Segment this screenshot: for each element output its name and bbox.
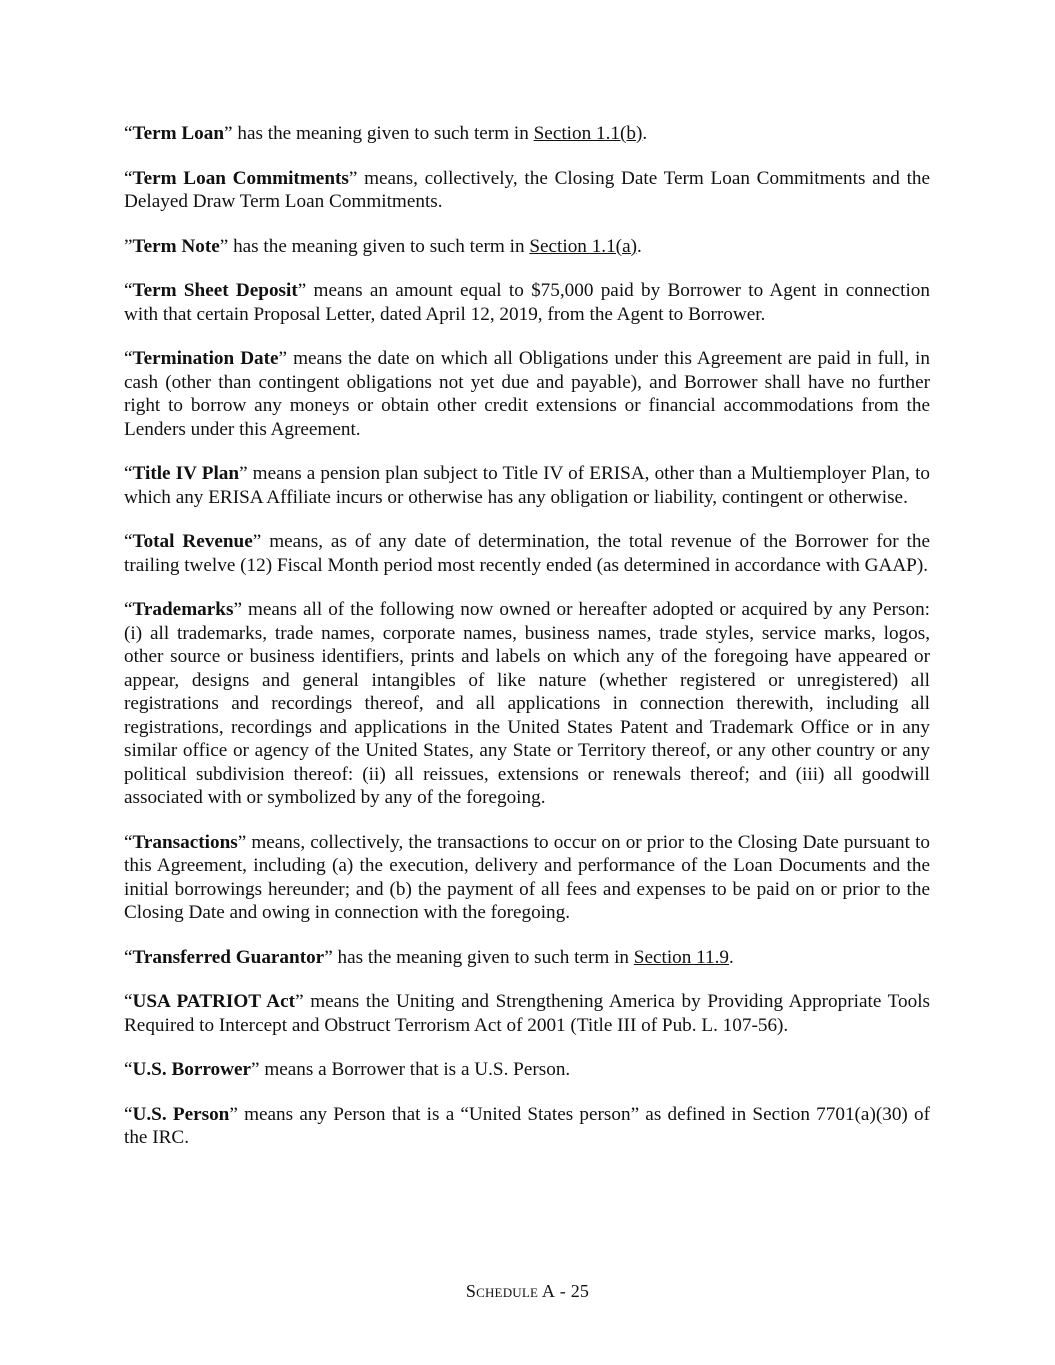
- definition-text: ” means the date on which all Obligations under this Agreement are paid in full, in cash (other than contingent obligations not yet due and payable), and Borrower shall have no further right to borrow any moneys or obtain other credit extensions or financial accommodations from the Lenders under this Agreement.: [124, 348, 930, 440]
- document-body: [124, 122, 930, 1171]
- page-footer: [0, 1281, 1055, 1302]
- definition-transactions: [124, 831, 930, 925]
- definition-text: ” means a Borrower that is a U.S. Person.: [251, 1059, 571, 1080]
- open-quote: “: [124, 946, 133, 968]
- definition-text: ” means the Uniting and Strengthening America by Providing Appropriate Tools Required to Intercept and Obstruct Terrorism Act of 2001 (Title III of Pub. L. 107-56).: [124, 991, 930, 1036]
- definition-tail: .: [729, 946, 734, 968]
- definition-text: ” means, collectively, the transactions to occur on or prior to the Closing Date pursuant to this Agreement, including (a) the execution, delivery and performance of the Loan Documents and the initial borrowings hereunder; and (b) the payment of all fees and expenses to be paid on or prior to the Closing Date and owing in connection with the foregoing.: [124, 831, 930, 923]
- defined-term: USA PATRIOT Act: [132, 991, 296, 1012]
- definition-trademarks: [124, 598, 930, 810]
- definition-title-iv-plan: [124, 462, 930, 509]
- open-quote: “: [124, 531, 133, 552]
- definition-text: ” means an amount equal to $75,000 paid by Borrower to Agent in connection with that certain Proposal Letter, dated April 12, 2019, from the Agent to Borrower.: [124, 280, 930, 325]
- definition-text: ” has the meaning given to such term in: [224, 123, 534, 144]
- open-quote: “: [124, 280, 133, 301]
- defined-term: U.S. Person: [132, 1103, 230, 1125]
- definition-text: ” has the meaning given to such term in: [324, 946, 634, 968]
- defined-term: Transactions: [132, 831, 238, 853]
- definition-term-loan: [124, 122, 930, 146]
- definition-text: ” has the meaning given to such term in: [219, 235, 530, 257]
- definition-termination-date: [124, 347, 930, 441]
- definition-usa-patriot-act: [124, 990, 930, 1037]
- definition-text: ” means, as of any date of determination, the total revenue of the Borrower for the trailing twelve (12) Fiscal Month period most recently ended (as determined in accordance with GAAP).: [124, 531, 930, 576]
- open-quote: “: [124, 463, 133, 484]
- open-quote: “: [124, 599, 133, 620]
- open-quote: “: [124, 167, 133, 189]
- open-quote: “: [124, 348, 133, 369]
- defined-term: Total Revenue: [132, 531, 253, 552]
- defined-term: Trademarks: [132, 599, 234, 620]
- definition-us-borrower: [124, 1058, 930, 1082]
- definition-term-sheet-deposit: [124, 279, 930, 326]
- defined-term: Term Loan Commitments: [132, 167, 349, 189]
- definition-total-revenue: [124, 530, 930, 577]
- defined-term: U.S. Borrower: [132, 1059, 252, 1080]
- definition-tail: .: [636, 235, 642, 257]
- definition-tail: .: [642, 123, 648, 144]
- definition-text: ” means, collectively, the Closing Date Term Loan Commitments and the Delayed Draw Term Loan Commitments.: [124, 167, 931, 212]
- open-quote: “: [124, 123, 133, 144]
- footer-separator: -: [555, 1281, 571, 1301]
- definition-transferred-guarantor: [124, 946, 930, 970]
- definition-us-person: [124, 1103, 930, 1150]
- open-quote: ”: [124, 235, 133, 257]
- open-quote: “: [124, 1103, 133, 1125]
- definition-text: ” means all of the following now owned or hereafter adopted or acquired by any Person: (i) all trademarks, trade names, corporate names, business names, trade styles, service marks, logos, other source or business identifiers, prints and labels on which any of the foregoing have appeared or appear, designs and general intangibles of like nature (whether registered or unregistered) all registrations and recordings thereof, and all applications in connection therewith, including all registrations, recordings and applications in the United States Patent and Trademark Office or in any similar office or agency of the United States, any State or Territory thereof, or any other country or any political subdivision thereof: (ii) all reissues, extensions or renewals thereof; and (iii) all goodwill associated with or symbolized by any of the foregoing.: [124, 599, 930, 808]
- defined-term: Term Note: [132, 235, 220, 257]
- defined-term: Termination Date: [132, 348, 279, 369]
- section-reference: Section 11.9: [633, 946, 730, 968]
- footer-label: Schedule A: [465, 1281, 556, 1301]
- defined-term: Term Loan: [132, 123, 225, 144]
- page-number: 25: [570, 1281, 590, 1301]
- defined-term: Title IV Plan: [132, 463, 240, 484]
- definition-text: ” means a pension plan subject to Title IV of ERISA, other than a Multiemployer Plan, to which any ERISA Affiliate incurs or otherwise has any obligation or liability, contingent or otherwise.: [124, 463, 931, 508]
- defined-term: Term Sheet Deposit: [132, 280, 298, 301]
- open-quote: “: [124, 991, 133, 1012]
- definition-term-note: [124, 235, 930, 259]
- section-reference: Section 1.1(b): [533, 123, 643, 144]
- definition-text: ” means any Person that is a “United States person” as defined in Section 7701(a)(30) of the IRC.: [124, 1103, 930, 1148]
- open-quote: “: [124, 831, 133, 853]
- defined-term: Transferred Guarantor: [132, 946, 325, 968]
- section-reference: Section 1.1(a): [529, 235, 637, 257]
- open-quote: “: [124, 1059, 133, 1080]
- definition-term-loan-commitments: [124, 167, 930, 214]
